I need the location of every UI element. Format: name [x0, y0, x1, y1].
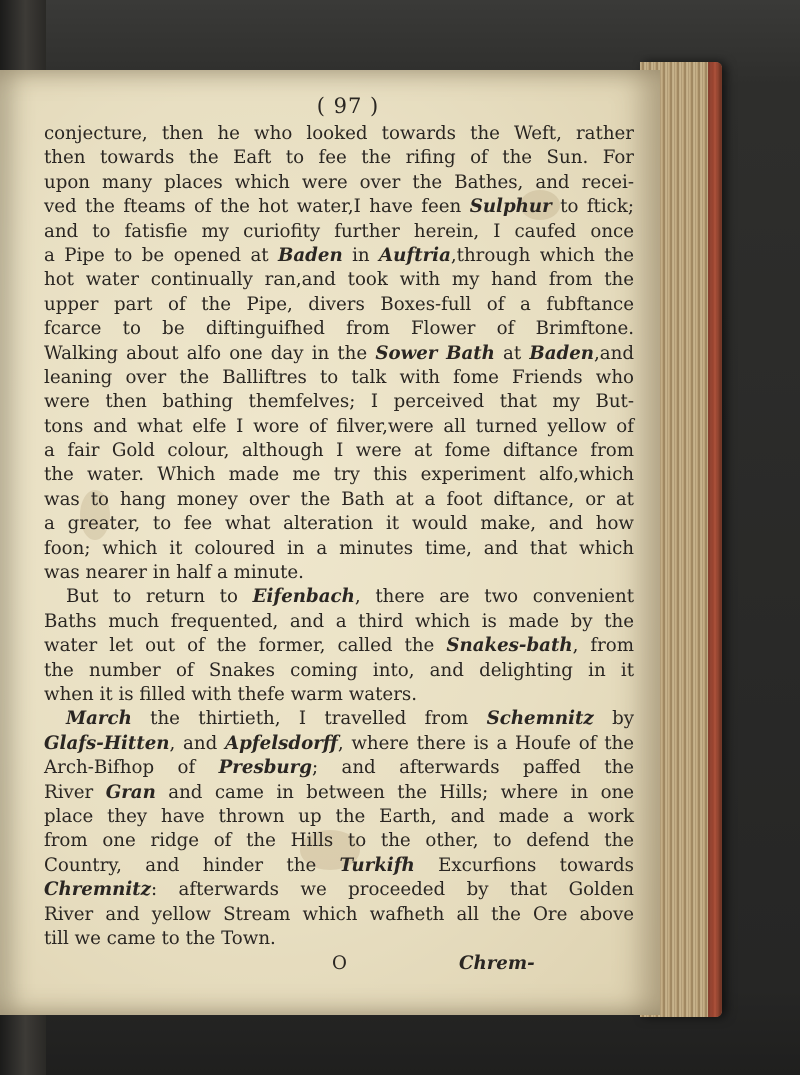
text-line: [44, 585, 634, 609]
text-line: [44, 146, 634, 170]
text-line: [44, 342, 634, 366]
text-line: [44, 781, 634, 805]
catchword: Chrem-: [459, 953, 535, 975]
italic-text: Turkifh: [339, 854, 415, 876]
text-segment: ved the fteams of the hot water,I have feen: [44, 196, 470, 218]
text-segment: ,and: [594, 342, 634, 364]
signature-mark: O: [332, 953, 347, 975]
italic-text: Glafs-Hitten: [44, 732, 170, 754]
text-line: [44, 463, 634, 487]
italic-text: Chremnitz: [44, 879, 151, 901]
text-line: [44, 854, 634, 878]
text-segment: till we came to the Town.: [44, 927, 276, 949]
text-line: [44, 756, 634, 780]
text-segment: Arch-Bifhop of: [44, 757, 219, 779]
text-line: [44, 537, 634, 561]
page-text-block: [44, 94, 634, 977]
text-segment: foon; which it coloured in a minutes time, and that which: [44, 537, 634, 559]
text-line: [44, 293, 634, 317]
text-segment: Country, and hinder the: [44, 854, 340, 876]
text-segment: the water. Which made me try this experiment alfo,which: [44, 464, 634, 486]
text-segment: tons and what elfe I wore of filver,were all turned yellow of: [44, 415, 634, 437]
italic-text: Eifenbach: [252, 586, 355, 608]
text-segment: water let out of the former, called the: [44, 635, 447, 657]
italic-text: Baden: [278, 244, 343, 266]
text-segment: then towards the Eaft to fee the rifing of the Sun. For: [44, 147, 634, 169]
text-segment: were then bathing themfelves; I perceived that my But-: [44, 391, 634, 413]
text-segment: and came in between the Hills; where in one: [155, 781, 635, 803]
text-segment: and to fatisfie my curiofity further herein, I caufed once: [44, 220, 634, 242]
text-line: [44, 903, 634, 927]
text-segment: River and yellow Stream which wafheth all the Ore above: [44, 903, 634, 925]
text-segment: fcarce to be diftinguifhed from Flower of Brimftone.: [44, 318, 634, 340]
italic-text: Baden: [529, 342, 594, 364]
italic-text: Sulphur: [469, 196, 552, 218]
text-segment: But to return to: [66, 586, 253, 608]
italic-text: Presburg: [218, 757, 312, 779]
italic-text: Gran: [105, 781, 156, 803]
text-segment: ; and afterwards paffed the: [311, 757, 634, 779]
text-segment: to ftick;: [551, 196, 635, 218]
text-line: [44, 122, 634, 146]
text-segment: upper part of the Pipe, divers Boxes-full of a fubftance: [44, 293, 634, 315]
italic-text: Snakes-bath: [446, 635, 573, 657]
text-segment: leaning over the Balliftres to talk with fome Friends who: [44, 366, 634, 388]
text-line: [44, 171, 634, 195]
text-line: [44, 683, 634, 707]
text-line: [44, 244, 634, 268]
italic-text: Sower Bath: [375, 342, 495, 364]
text-line: [44, 439, 634, 463]
page-number: ( 97 ): [316, 94, 380, 118]
text-line: [44, 829, 634, 853]
text-line: [44, 415, 634, 439]
text-segment: by: [593, 708, 634, 730]
text-line: [44, 610, 634, 634]
text-segment: hot water continually ran,and took with my hand from the: [44, 269, 634, 291]
text-segment: the thirtieth, I travelled from: [131, 708, 487, 730]
text-segment: , from: [572, 635, 634, 657]
italic-text: Apfelsdorff: [224, 732, 338, 754]
text-segment: conjecture, then he who looked towards the Weft, rather: [44, 123, 634, 144]
book-page: [0, 70, 660, 1015]
italic-text: Auftria: [379, 244, 451, 266]
text-line: [44, 220, 634, 244]
text-segment: place they have thrown up the Earth, and made a work: [44, 805, 634, 827]
text-line: [44, 195, 634, 219]
text-segment: at: [494, 342, 530, 364]
text-segment: , and: [169, 732, 225, 754]
text-line: [44, 732, 634, 756]
page-footer: [44, 951, 634, 977]
text-segment: Excurfions towards: [414, 854, 634, 876]
text-segment: was to hang money over the Bath at a foot diftance, or at: [44, 488, 634, 510]
text-segment: , there are two convenient: [354, 586, 635, 608]
text-line: [44, 512, 634, 536]
italic-text: Schemnitz: [486, 708, 594, 730]
text-line: [44, 390, 634, 414]
text-segment: , where there is a Houfe of the: [337, 732, 634, 754]
text-segment: upon many places which were over the Bathes, and recei-: [44, 171, 634, 193]
text-segment: from one ridge of the Hills to the other, to defend the: [44, 830, 634, 852]
text-segment: in: [342, 244, 380, 266]
text-segment: a Pipe to be opened at: [44, 244, 279, 266]
text-segment: when it is filled with thefe warm waters.: [44, 683, 418, 705]
text-line: [44, 268, 634, 292]
italic-text: March: [66, 708, 132, 730]
text-segment: Walking about alfo one day in the: [44, 342, 376, 364]
text-line: [44, 878, 634, 902]
text-line: [44, 561, 634, 585]
text-line: [44, 634, 634, 658]
text-segment: Baths much frequented, and a third which is made by the: [44, 610, 634, 632]
text-segment: a greater, to fee what alteration it would make, and how: [44, 513, 634, 535]
text-line: [44, 317, 634, 341]
text-line: [44, 707, 634, 731]
text-segment: : afterwards we proceeded by that Golden: [150, 879, 634, 901]
text-segment: a fair Gold colour, although I were at fome diftance from: [44, 440, 634, 462]
text-segment: the number of Snakes coming into, and delighting in it: [44, 659, 634, 681]
body-text: [44, 122, 634, 951]
text-line: [44, 927, 634, 951]
text-line: [44, 366, 634, 390]
text-line: [44, 659, 634, 683]
text-line: [44, 488, 634, 512]
text-segment: was nearer in half a minute.: [44, 562, 304, 584]
text-line: [44, 805, 634, 829]
text-segment: ,through which the: [450, 244, 634, 266]
text-segment: River: [44, 781, 106, 803]
